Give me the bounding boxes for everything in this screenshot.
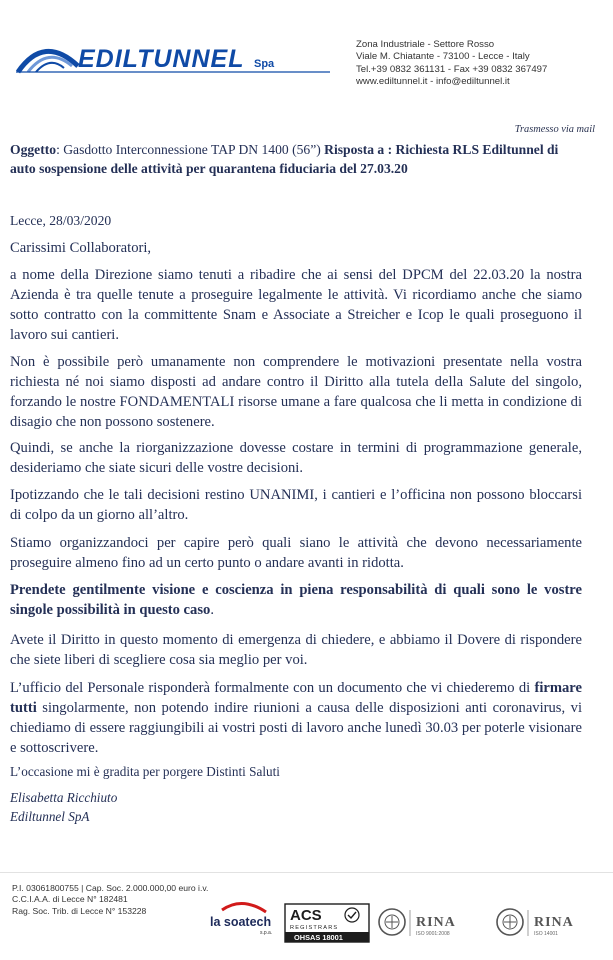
- footer-legal-info: [12, 883, 208, 917]
- soatech-name: la soatech: [210, 915, 272, 929]
- letter-date: Lecce, 28/03/2020: [10, 213, 112, 228]
- acs-ohsas: OHSAS 18001: [294, 933, 343, 942]
- signature-block: [10, 788, 582, 826]
- closing-line: L’occasione mi è gradita per porgere Distinti Saluti: [10, 764, 280, 779]
- acs-ohsas-certification-logo: [284, 890, 370, 944]
- address-line: Viale M. Chiatante - 73100 - Lecce - Italy: [356, 51, 530, 63]
- paragraph-health: Non è possibile però umanamente non comprendere le motivazioni presentate nella vostra richiesta né noi siamo disposti ad andare contro il Diritto alla tutela della Salute del singolo, forzando le nostre FONDAMENTALI risorse umane a fare qualcosa che li metta in condizione di disagio che non possono sostenere.: [10, 354, 582, 430]
- subject-line: [10, 140, 582, 178]
- soatech-certification-logo: [208, 890, 280, 944]
- sign-all-emphasis: firmare tutti: [10, 680, 582, 716]
- subject-text: : Gasdotto Interconnessione TAP DN 1400 (56”): [56, 142, 325, 157]
- transmission-note: Trasmesso via mail: [514, 124, 595, 135]
- phone-line: Tel.+39 0832 361131 - Fax +39 0832 367497: [356, 63, 548, 75]
- paragraph-reorganization: Quindi, se anche la riorganizzazione dovesse costare in termini di programmazione generale, desideriamo che siate sicuri delle vostre decisioni.: [10, 440, 582, 476]
- acs-logo-icon: [284, 890, 370, 944]
- personnel-end: singolarmente, non potendo indire riunioni a causa delle disposizioni anti coronavirus, vi chiediamo di essere raggiungibili ai vostri posti di lavoro anche lunedì 30.03 per poterle visionare e sottoscrivere.: [10, 700, 582, 756]
- registry-line: Rag. Soc. Trib. di Lecce N° 153228: [12, 905, 147, 916]
- rina-standard: ISO 9001:2008: [416, 931, 450, 937]
- personnel-start: L’ufficio del Personale risponderà formalmente con un documento che vi chiederemo di: [10, 680, 535, 696]
- responsibility-end: .: [210, 602, 214, 618]
- rina-logo-icon: [494, 890, 606, 944]
- soatech-suffix: s.p.a.: [260, 930, 273, 936]
- footer-divider: [0, 872, 613, 873]
- acs-name: ACS: [290, 907, 322, 924]
- rina-certification-logo: [376, 890, 488, 944]
- paragraph-unanimous: Ipotizzando che le tali decisioni restino UNANIMI, i cantieri e l’officina non possono bloccarsi di colpo da un giorno all’altro.: [10, 487, 582, 523]
- signature-company: Ediltunnel SpA: [10, 809, 90, 824]
- paragraph-rights: Avete il Diritto in questo momento di emergenza di chiedere, e abbiamo il Dovere di rispondere che siete liberi di scegliere cosa sia meglio per voi.: [10, 632, 582, 668]
- chamber-line: C.C.I.A.A. di Lecce N° 182481: [12, 894, 128, 905]
- rina-name: RINA: [534, 915, 574, 930]
- company-address: [356, 39, 606, 89]
- paragraph-personnel: [10, 678, 582, 758]
- logo-suffix: Spa: [254, 58, 275, 70]
- subject-reply: Risposta a : Richiesta RLS Ediltunnel di auto sospensione delle attività per quarantena fiduciaria del 27.03.20: [10, 142, 559, 176]
- subject-label: Oggetto: [10, 142, 57, 157]
- rina-logo-icon: [376, 890, 488, 944]
- paragraph-activities: Stiamo organizzandoci per capire però quali siano le attività che devono necessariamente proseguire almeno fino ad un certo punto o andare avanti in ridotta.: [10, 535, 582, 571]
- soatech-logo-icon: [208, 890, 280, 944]
- ediltunnel-logo-mark: [14, 36, 334, 76]
- signature-name: Elisabetta Ricchiuto: [10, 790, 118, 805]
- paragraph-dpcm: a nome della Direzione siamo tenuti a ribadire che ai sensi del DPCM del 22.03.20 la nostra Azienda è tra quelle tenute a proseguire legalmente le attività. Vi ricordiamo anche che siamo sotto contratto con la committente Snam e Associate a Streicher e Icop le quali proseguono il lavoro sui cantieri.: [10, 267, 582, 343]
- paragraph-responsibility: [10, 580, 582, 620]
- logo-text: EDILTUNNEL: [78, 45, 245, 73]
- responsibility-text: Prendete gentilmente visione e coscienza in piena responsabilità di quali sono le vostre singole possibilità in questo caso: [10, 582, 582, 618]
- address-line: Zona Industriale - Settore Rosso: [356, 39, 495, 50]
- vat-line: P.I. 03061800755 | Cap. Soc. 2.000.000,00 euro i.v.: [12, 883, 209, 893]
- greeting: Carissimi Collaboratori,: [10, 240, 152, 256]
- rina-standard: ISO 14001: [534, 931, 558, 937]
- acs-registrars: REGISTRARS: [290, 925, 339, 931]
- rina-name: RINA: [416, 915, 456, 930]
- rina-environment-certification-logo: [494, 890, 606, 944]
- ediltunnel-logo: [14, 36, 334, 76]
- web-line: www.ediltunnel.it - info@ediltunnel.it: [356, 76, 510, 88]
